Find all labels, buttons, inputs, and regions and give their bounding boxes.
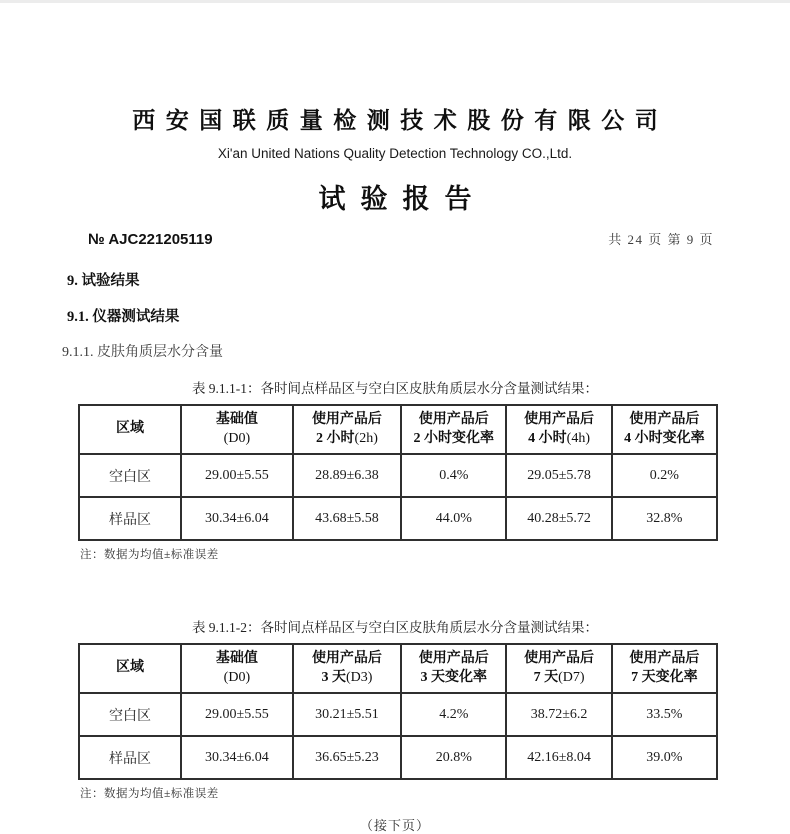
column-header: 使用产品后 2 小时(2h) (293, 405, 401, 454)
data-cell: 4.2% (401, 693, 506, 736)
row-label-cell: 空白区 (79, 454, 181, 497)
data-cell: 38.72±6.2 (506, 693, 611, 736)
continue-next-page-note: （接下页） (359, 818, 430, 833)
company-name-cn: 西安国联质量检测技术股份有限公司 (132, 108, 669, 133)
data-cell: 40.28±5.72 (506, 497, 611, 540)
data-cell: 44.0% (401, 497, 506, 540)
section-heading-skin-moisture: 9.1.1. 皮肤角质层水分含量 (62, 345, 223, 360)
table-2-note: 注：数据为均值±标准误差 (80, 788, 219, 800)
data-cell: 29.05±5.78 (506, 454, 611, 497)
table-row (79, 693, 717, 736)
report-meta-row (88, 229, 714, 248)
row-label-cell: 样品区 (79, 736, 181, 779)
table-row (79, 497, 717, 540)
table-1-note: 注：数据为均值±标准误差 (80, 549, 219, 561)
data-cell: 29.00±5.55 (181, 454, 293, 497)
column-header: 使用产品后 3 天(D3) (293, 644, 401, 693)
section-heading-results: 9. 试验结果 (67, 273, 140, 289)
table-header-row (79, 405, 717, 454)
table-row (79, 736, 717, 779)
data-cell: 36.65±5.23 (293, 736, 401, 779)
table-1-caption: 表 9.1.1-1：各时间点样品区与空白区皮肤角质层水分含量测试结果： (191, 381, 599, 396)
data-cell: 43.68±5.58 (293, 497, 401, 540)
column-header: 使用产品后 4 小时变化率 (612, 405, 717, 454)
data-cell: 33.5% (612, 693, 717, 736)
data-cell: 30.21±5.51 (293, 693, 401, 736)
page-count: 共 24 页 第 9 页 (608, 232, 714, 247)
table-row (79, 454, 717, 497)
data-cell: 39.0% (612, 736, 717, 779)
data-cell: 42.16±8.04 (506, 736, 611, 779)
table-2-caption: 表 9.1.1-2：各时间点样品区与空白区皮肤角质层水分含量测试结果： (191, 620, 599, 635)
row-label-cell: 空白区 (79, 693, 181, 736)
results-table-1 (78, 404, 718, 541)
column-header: 基础值 (D0) (181, 644, 293, 693)
column-header: 使用产品后 3 天变化率 (401, 644, 506, 693)
data-cell: 29.00±5.55 (181, 693, 293, 736)
column-header: 使用产品后 4 小时(4h) (506, 405, 611, 454)
data-cell: 0.2% (612, 454, 717, 497)
data-cell: 0.4% (401, 454, 506, 497)
table-header-row (79, 644, 717, 693)
data-cell: 28.89±6.38 (293, 454, 401, 497)
data-cell: 32.8% (612, 497, 717, 540)
data-cell: 30.34±6.04 (181, 736, 293, 779)
column-header: 使用产品后 7 天(D7) (506, 644, 611, 693)
column-header: 使用产品后 7 天变化率 (612, 644, 717, 693)
company-name-en: Xi'an United Nations Quality Detection Technology CO.,Ltd. (217, 146, 573, 161)
column-header: 区域 (79, 405, 181, 454)
report-title: 试验报告 (318, 184, 487, 214)
row-label-cell: 样品区 (79, 497, 181, 540)
results-table-2 (78, 643, 718, 780)
data-cell: 30.34±6.04 (181, 497, 293, 540)
data-cell: 20.8% (401, 736, 506, 779)
column-header: 基础值 (D0) (181, 405, 293, 454)
report-number: № AJC221205119 (88, 231, 213, 248)
column-header: 区域 (79, 644, 181, 693)
column-header: 使用产品后 2 小时变化率 (401, 405, 506, 454)
section-heading-instrument-results: 9.1. 仪器测试结果 (67, 309, 180, 325)
